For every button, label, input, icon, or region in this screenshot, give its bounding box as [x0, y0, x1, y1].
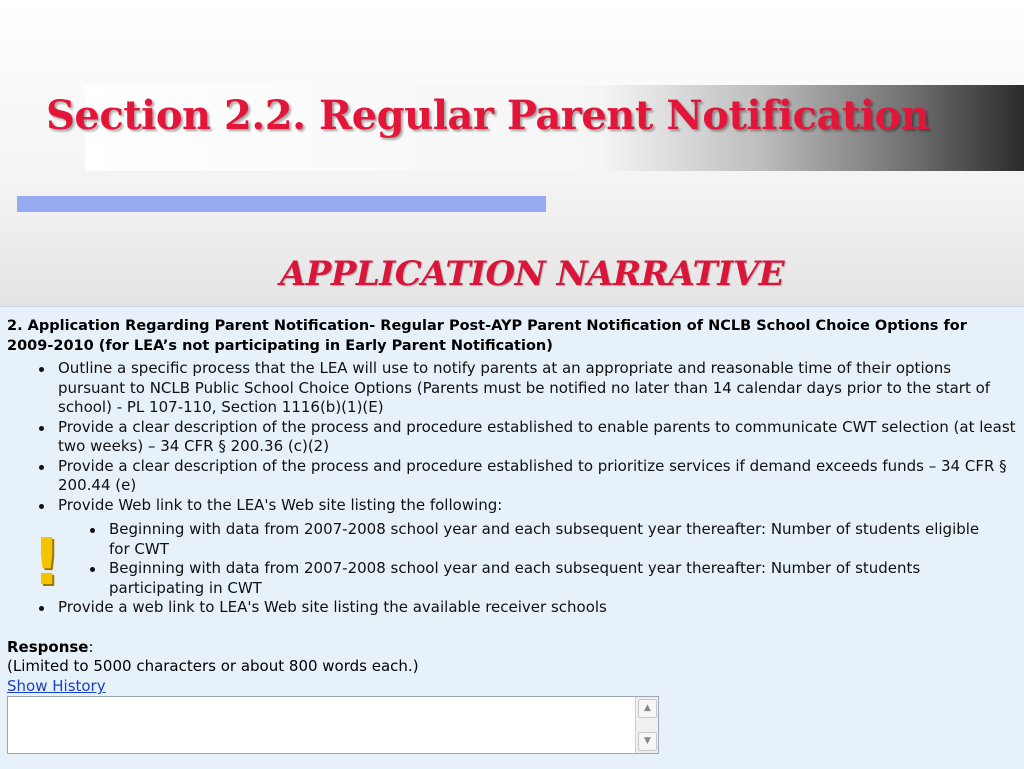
- sub-requirements-list: [109, 520, 989, 598]
- character-limit-note: (Limited to 5000 characters or about 800 words each.): [7, 657, 419, 675]
- list-item-label: Provide Web link to the LEA's Web site listing the following:: [58, 495, 503, 514]
- slide-title: Section 2.2. Regular Parent Notification: [46, 92, 930, 139]
- list-item: Provide a clear description of the process and procedure established to prioritize services if demand exceeds funds – 34 CFR § 200.44 (e): [58, 457, 1018, 496]
- narrative-panel: [0, 306, 1024, 769]
- question-text: 2. Application Regarding Parent Notification- Regular Post-AYP Parent Notification of NCLB School Choice Options for 2009-2010 (for LEA’s not participating in Early Parent Notification): [7, 318, 967, 354]
- accent-bar: [17, 196, 546, 212]
- response-label-colon: :: [88, 638, 94, 656]
- list-item: [58, 496, 1018, 599]
- scroll-up-button[interactable]: ▲: [638, 699, 657, 718]
- show-history-link[interactable]: Show History: [7, 677, 106, 695]
- response-label: [7, 637, 94, 657]
- response-textarea[interactable]: [7, 696, 659, 754]
- response-label-text: Response: [7, 638, 89, 656]
- scroll-down-button[interactable]: ▼: [638, 732, 657, 751]
- list-item: Provide a clear description of the process and procedure established to enable parents to communicate CWT selection (at least two weeks) – 34 CFR § 200.36 (c)(2): [58, 418, 1018, 457]
- list-item: Provide a web link to LEA's Web site listing the available receiver schools: [58, 598, 1018, 618]
- requirements-list: [58, 359, 1018, 618]
- textarea-scrollbar[interactable]: [635, 697, 658, 753]
- list-item: Beginning with data from 2007-2008 school year and each subsequent year thereafter: Number of students participating in CWT: [109, 559, 989, 598]
- exclamation-icon: !: [32, 526, 62, 600]
- list-item: Beginning with data from 2007-2008 school year and each subsequent year thereafter: Number of students eligible for CWT: [109, 520, 989, 559]
- list-item: Outline a specific process that the LEA will use to notify parents at an appropriate and reasonable time of their options pursuant to NCLB Public School Choice Options (Parents must be notified no later than 14 calendar days prior to the start of school) - PL 107-110, Section 1116(b)(1)(E): [58, 359, 1018, 418]
- slide-subtitle: APPLICATION NARRATIVE: [279, 254, 785, 294]
